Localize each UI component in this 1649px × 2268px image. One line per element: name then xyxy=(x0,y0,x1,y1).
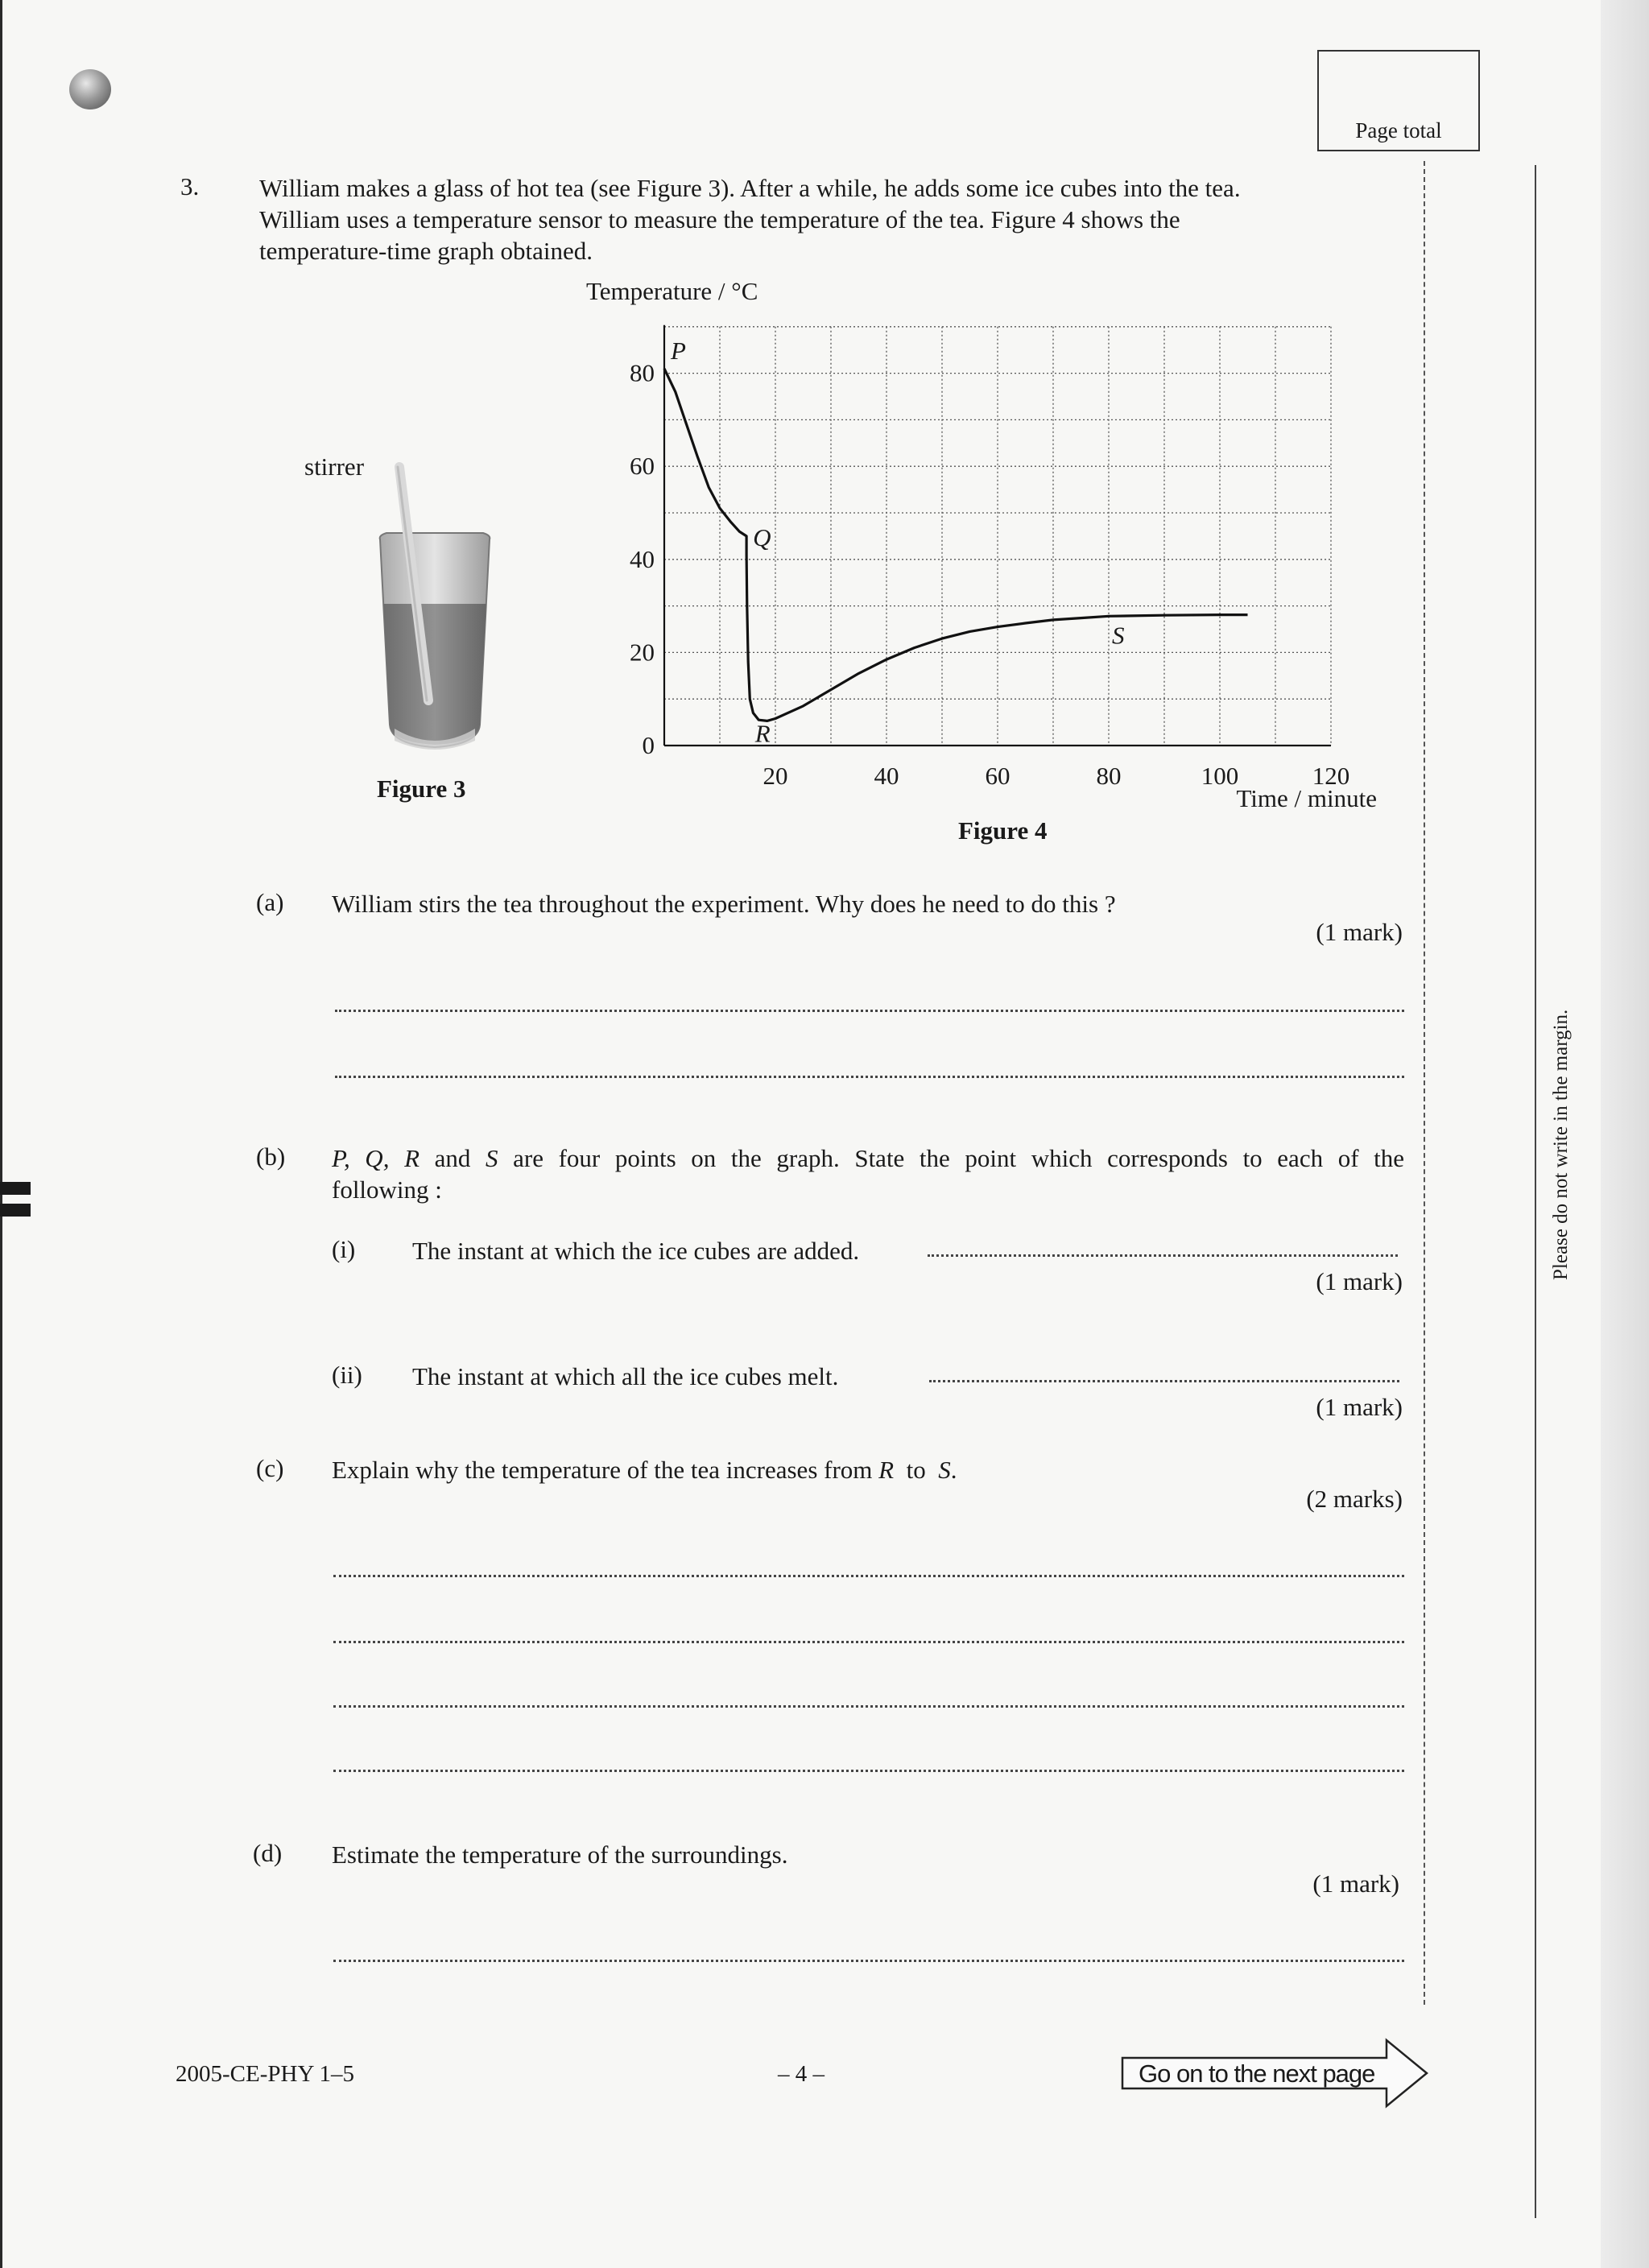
y-tick-label: 60 xyxy=(630,452,655,481)
point-label-q: Q xyxy=(753,523,771,552)
answer-line[interactable] xyxy=(928,1254,1398,1257)
side-mark xyxy=(0,1182,31,1195)
part-b-point-names: P, Q, R xyxy=(332,1144,420,1172)
part-b-i-label: (i) xyxy=(332,1235,356,1263)
part-b-ii-label: (ii) xyxy=(332,1361,362,1389)
part-b-i-marks: (1 mark) xyxy=(1316,1267,1403,1295)
chart-series xyxy=(664,369,1248,721)
part-b-ii-marks: (1 mark) xyxy=(1316,1393,1403,1421)
exam-code: 2005-CE-PHY 1–5 xyxy=(176,2061,355,2087)
point-label-s: S xyxy=(1112,621,1125,650)
part-b-text-line1 xyxy=(332,1142,1404,1174)
page-total-label: Page total xyxy=(1355,118,1442,143)
part-b-and: and xyxy=(419,1144,486,1172)
x-tick-label: 80 xyxy=(1096,762,1122,790)
y-tick-label: 20 xyxy=(630,638,655,667)
y-tick-label: 40 xyxy=(630,544,655,573)
y-tick-label: 80 xyxy=(630,358,655,387)
part-b-point-s: S xyxy=(486,1144,498,1172)
margin-note: Please do not write in the margin. xyxy=(1550,1009,1572,1280)
part-d-marks: (1 mark) xyxy=(1312,1869,1399,1898)
question-intro xyxy=(259,172,1404,266)
part-c-to: to xyxy=(894,1456,939,1484)
temperature-curve xyxy=(664,369,1248,721)
margin-solid-line xyxy=(1535,165,1536,2218)
part-b-ii-text: The instant at which all the ice cubes melt. xyxy=(412,1362,839,1390)
part-a-label: (a) xyxy=(256,888,284,916)
part-b-label: (b) xyxy=(256,1142,286,1171)
punch-hole xyxy=(69,69,111,109)
chart-axis-labels xyxy=(586,277,1377,812)
x-tick-label: 20 xyxy=(763,762,788,790)
part-b-i-text: The instant at which the ice cubes are added. xyxy=(412,1237,860,1265)
answer-line[interactable] xyxy=(333,1770,1404,1772)
x-tick-label: 40 xyxy=(874,762,899,790)
page-edge-left xyxy=(0,0,2,2268)
question-intro-line: temperature-time graph obtained. xyxy=(259,237,593,265)
part-c-end: . xyxy=(950,1456,957,1484)
tea-glass-illustration xyxy=(362,459,507,765)
part-a-text: William stirs the tea throughout the experiment. Why does he need to do this ? xyxy=(332,890,1116,918)
question-intro-line: William makes a glass of hot tea (see Figure 3). After a while, he adds some ice cubes into the tea. xyxy=(259,174,1241,202)
part-b-rest: are four points on the graph. State the point which corresponds to each of the xyxy=(498,1144,1405,1172)
side-mark xyxy=(0,1204,31,1217)
stirrer-label: stirrer xyxy=(304,452,365,481)
page-number: – 4 – xyxy=(778,2061,824,2087)
part-d-text: Estimate the temperature of the surroundings. xyxy=(332,1840,788,1869)
next-page-label: Go on to the next page xyxy=(1139,2059,1375,2088)
part-a-marks: (1 mark) xyxy=(1316,918,1403,946)
page-total-box[interactable] xyxy=(1317,50,1480,151)
x-tick-label: 120 xyxy=(1312,762,1350,790)
figure3-caption: Figure 3 xyxy=(377,775,466,803)
answer-line[interactable] xyxy=(333,1705,1404,1708)
part-c-point-r: R xyxy=(878,1456,895,1484)
part-b-text-line2: following : xyxy=(332,1175,442,1204)
answer-line[interactable] xyxy=(333,1960,1404,1962)
y-axis-title: Temperature / °C xyxy=(586,277,758,305)
y-tick-label: 0 xyxy=(642,731,655,759)
part-c-marks: (2 marks) xyxy=(1306,1485,1403,1513)
chart-point-labels xyxy=(670,337,1125,748)
question-number: 3. xyxy=(180,172,200,200)
answer-line[interactable] xyxy=(333,1641,1404,1643)
part-c-label: (c) xyxy=(256,1454,284,1482)
x-tick-label: 100 xyxy=(1201,762,1239,790)
part-c-text-start: Explain why the temperature of the tea increases from xyxy=(332,1456,879,1484)
point-label-r: R xyxy=(754,719,771,748)
x-axis-title: Time / minute xyxy=(1236,784,1377,812)
answer-line[interactable] xyxy=(929,1380,1399,1382)
point-label-p: P xyxy=(671,336,686,365)
margin-dashed-line xyxy=(1424,161,1425,2005)
answer-line[interactable] xyxy=(333,1575,1404,1577)
part-c-text xyxy=(332,1454,957,1485)
page-edge-right xyxy=(1601,0,1649,2268)
temperature-time-chart xyxy=(564,274,1409,853)
question-intro-line: William uses a temperature sensor to measure the temperature of the tea. Figure 4 shows the xyxy=(259,205,1180,233)
x-tick-label: 60 xyxy=(985,762,1010,790)
chart-tick-labels xyxy=(630,359,1349,790)
answer-line[interactable] xyxy=(335,1010,1404,1012)
part-c-point-s: S xyxy=(938,1456,951,1484)
figure4-caption: Figure 4 xyxy=(958,816,1048,845)
part-d-label: (d) xyxy=(253,1839,283,1867)
next-page-button[interactable] xyxy=(1121,2037,1430,2109)
answer-line[interactable] xyxy=(335,1076,1404,1078)
